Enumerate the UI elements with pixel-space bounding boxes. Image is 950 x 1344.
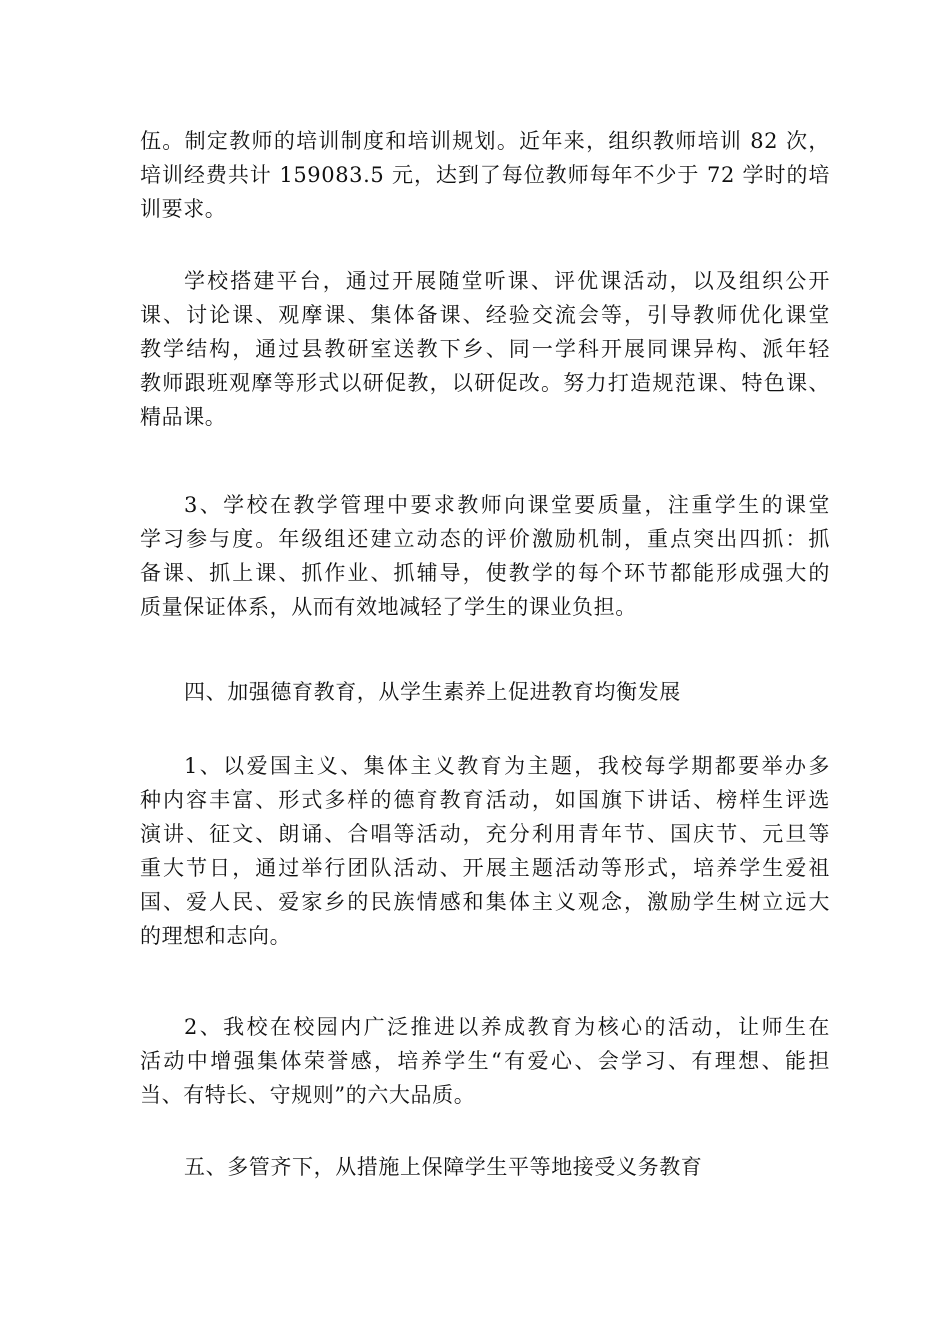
paragraph-habit-education	[140, 1010, 830, 1112]
section-heading-equal-education	[140, 1150, 830, 1184]
text-line: 重大节日，通过举行团队活动、开展主题活动等形式，培养学生爱祖	[140, 856, 830, 880]
paragraph-teaching-management	[140, 488, 830, 624]
text-line: 学习参与度。年级组还建立动态的评价激励机制，重点突出四抓：抓	[140, 527, 830, 551]
text-line: 种内容丰富、形式多样的德育教育活动，如国旗下讲话、榜样生评选	[140, 788, 830, 812]
text-line: 四、加强德育教育，从学生素养上促进教育均衡发展	[184, 680, 681, 704]
text-line: 的理想和志向。	[140, 924, 292, 948]
section-heading-moral-education	[140, 675, 830, 709]
text-line: 精品课。	[140, 405, 227, 429]
paragraph-patriotism-education	[140, 749, 830, 953]
text-line: 教师跟班观摩等形式以研促教，以研促改。努力打造规范课、特色课、	[140, 371, 830, 395]
paragraph-teacher-training	[140, 124, 830, 226]
text-line: 培训经费共计 159083.5 元，达到了每位教师每年不少于 72 学时的培	[140, 163, 830, 187]
text-line: 国、爱人民、爱家乡的民族情感和集体主义观念，激励学生树立远大	[140, 890, 830, 914]
text-line: 活动中增强集体荣誉感，培养学生“有爱心、会学习、有理想、能担	[140, 1049, 830, 1073]
text-line: 质量保证体系，从而有效地减轻了学生的课业负担。	[140, 595, 637, 619]
text-line: 课、讨论课、观摩课、集体备课、经验交流会等，引导教师优化课堂	[140, 303, 830, 327]
text-line: 演讲、征文、朗诵、合唱等活动，充分利用青年节、国庆节、元旦等	[140, 822, 830, 846]
text-line: 训要求。	[140, 197, 227, 221]
text-line: 当、有特长、守规则”的六大品质。	[140, 1083, 476, 1107]
text-line: 五、多管齐下，从措施上保障学生平等地接受义务教育	[184, 1155, 703, 1179]
text-line: 备课、抓上课、抓作业、抓辅导，使教学的每个环节都能形成强大的	[140, 561, 830, 585]
text-line: 伍。制定教师的培训制度和培训规划。近年来，组织教师培训 82 次，	[140, 129, 830, 153]
paragraph-teaching-platform	[140, 264, 830, 434]
text-line: 教学结构，通过县教研室送教下乡、同一学科开展同课异构、派年轻	[140, 337, 830, 361]
text-line: 3、学校在教学管理中要求教师向课堂要质量，注重学生的课堂	[184, 493, 830, 517]
text-line: 2、我校在校园内广泛推进以养成教育为核心的活动，让师生在	[184, 1015, 830, 1039]
text-line: 学校搭建平台，通过开展随堂听课、评优课活动，以及组织公开	[184, 269, 830, 293]
text-line: 1、以爱国主义、集体主义教育为主题，我校每学期都要举办多	[184, 754, 830, 778]
